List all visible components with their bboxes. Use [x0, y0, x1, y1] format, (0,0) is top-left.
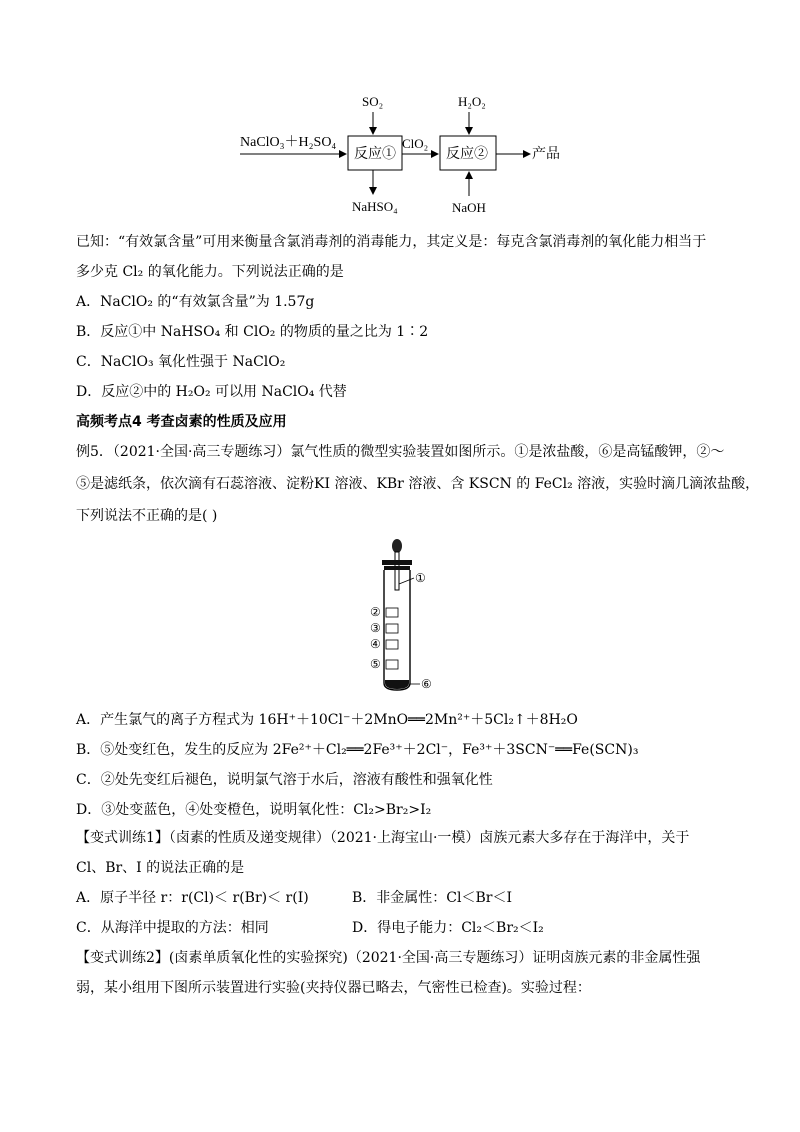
- train2-line1: 【变式训练2】(卤素单质氧化性的实验探究)（2021·全国·高三专题练习）证明卤族元素的非金属性强: [76, 950, 701, 966]
- fig-label-1: ①: [415, 571, 426, 585]
- ex5-line2: ⑤是滤纸条，依次滴有石蕊溶液、淀粉KI 溶液、KBr 溶液、含 KSCN 的 FeCl₂ 溶液，实验时滴几滴浓盐酸，: [76, 476, 760, 492]
- train1-row2: [76, 918, 736, 938]
- reaction1-label: 反应①: [354, 147, 396, 162]
- train1-option-b: B．非金属性：Cl＜Br＜I: [352, 890, 512, 906]
- q1-option-d: D．反应②中的 H₂O₂ 可以用 NaClO₄ 代替: [76, 384, 347, 400]
- train1-row1: [76, 888, 736, 908]
- fig-label-5: ⑤: [370, 657, 381, 671]
- leader-1: [399, 578, 414, 584]
- ex5-option-b: B．⑤处变红色，发生的反应为 2Fe²⁺＋Cl₂══2Fe³⁺＋2Cl⁻，Fe³⁺＋3SCN⁻══Fe(SCN)₃: [76, 742, 639, 758]
- dropper-stem: [395, 552, 399, 590]
- q1-option-b: B．反应①中 NaHSO₄ 和 ClO₂ 的物质的量之比为 1∶2: [76, 324, 429, 340]
- fig-label-6: ⑥: [421, 677, 432, 691]
- train1-line2: Cl、Br、I 的说法正确的是: [76, 860, 245, 876]
- process-flow-diagram: [230, 88, 590, 218]
- q1-stem-line2: 多少克 Cl₂ 的氧化能力。下列说法正确的是: [76, 264, 344, 280]
- ex5-line3: 下列说法不正确的是( ): [76, 508, 218, 524]
- flow-product-label: 产品: [532, 147, 560, 162]
- train2-line2: 弱，某小组用下图所示装置进行实验(夹持仪器已略去，气密性已检查)。实验过程：: [76, 980, 591, 996]
- q1-stem-line1: 已知：“有效氯含量”可用来衡量含氯消毒剂的消毒能力，其定义是：每克含氯消毒剂的氧化能力相当于: [76, 234, 707, 250]
- train1-option-a: A．原子半径 r：r(Cl)＜ r(Br)＜ r(I): [76, 890, 309, 906]
- train1-option-c: C．从海洋中提取的方法：相同: [76, 920, 269, 936]
- section-heading: 高频考点4 考查卤素的性质及应用: [76, 414, 287, 430]
- train1-line1: 【变式训练1】（卤素的性质及递变规律）（2021·上海宝山·一模）卤族元素大多存在于海洋中，关于: [76, 830, 690, 846]
- fig-label-3: ③: [370, 621, 381, 635]
- stopper: [382, 560, 412, 565]
- strip-4: [386, 640, 398, 649]
- reaction2-label: 反应②: [446, 147, 488, 162]
- q1-option-a: A．NaClO₂ 的“有效氯含量”为 1.57g: [76, 294, 315, 310]
- ex5-line1: 例5．（2021·全国·高三专题练习）氯气性质的微型实验装置如图所示。①是浓盐酸，⑥是高锰酸钾，②～: [76, 444, 725, 460]
- flow-h2o2-label: H₂O₂: [458, 94, 486, 109]
- ex5-option-c: C．②处先变红后褪色，说明氯气溶于水后，溶液有酸性和强氧化性: [76, 772, 493, 788]
- train1-option-d: D．得电子能力：Cl₂＜Br₂＜I₂: [352, 920, 544, 936]
- dropper-bulb: [392, 539, 402, 553]
- flow-input-label: NaClO₃＋H₂SO₄: [240, 135, 337, 150]
- flow-so2-label: SO₂: [362, 94, 384, 109]
- fig-label-4: ④: [370, 637, 381, 651]
- stopper-base: [384, 566, 410, 570]
- ex5-option-d: D．③处变蓝色，④处变橙色，说明氧化性：Cl₂>Br₂>I₂: [76, 802, 432, 818]
- q1-option-c: C．NaClO₃ 氧化性强于 NaClO₂: [76, 354, 286, 370]
- flow-naoh-label: NaOH: [452, 200, 486, 215]
- strip-5: [386, 660, 398, 669]
- strip-3: [386, 624, 398, 633]
- flow-nahso4-label: NaHSO₄: [352, 199, 398, 214]
- flow-clo2-label: ClO₂: [402, 136, 429, 151]
- strip-2: [386, 608, 398, 617]
- fig-label-2: ②: [370, 605, 381, 619]
- ex5-option-a: A．产生氯气的离子方程式为 16H⁺＋10Cl⁻＋2MnO══2Mn²⁺＋5Cl₂↑＋8H₂O: [76, 712, 578, 728]
- test-tube-apparatus: [360, 538, 470, 698]
- kmno4-fill: [385, 680, 409, 689]
